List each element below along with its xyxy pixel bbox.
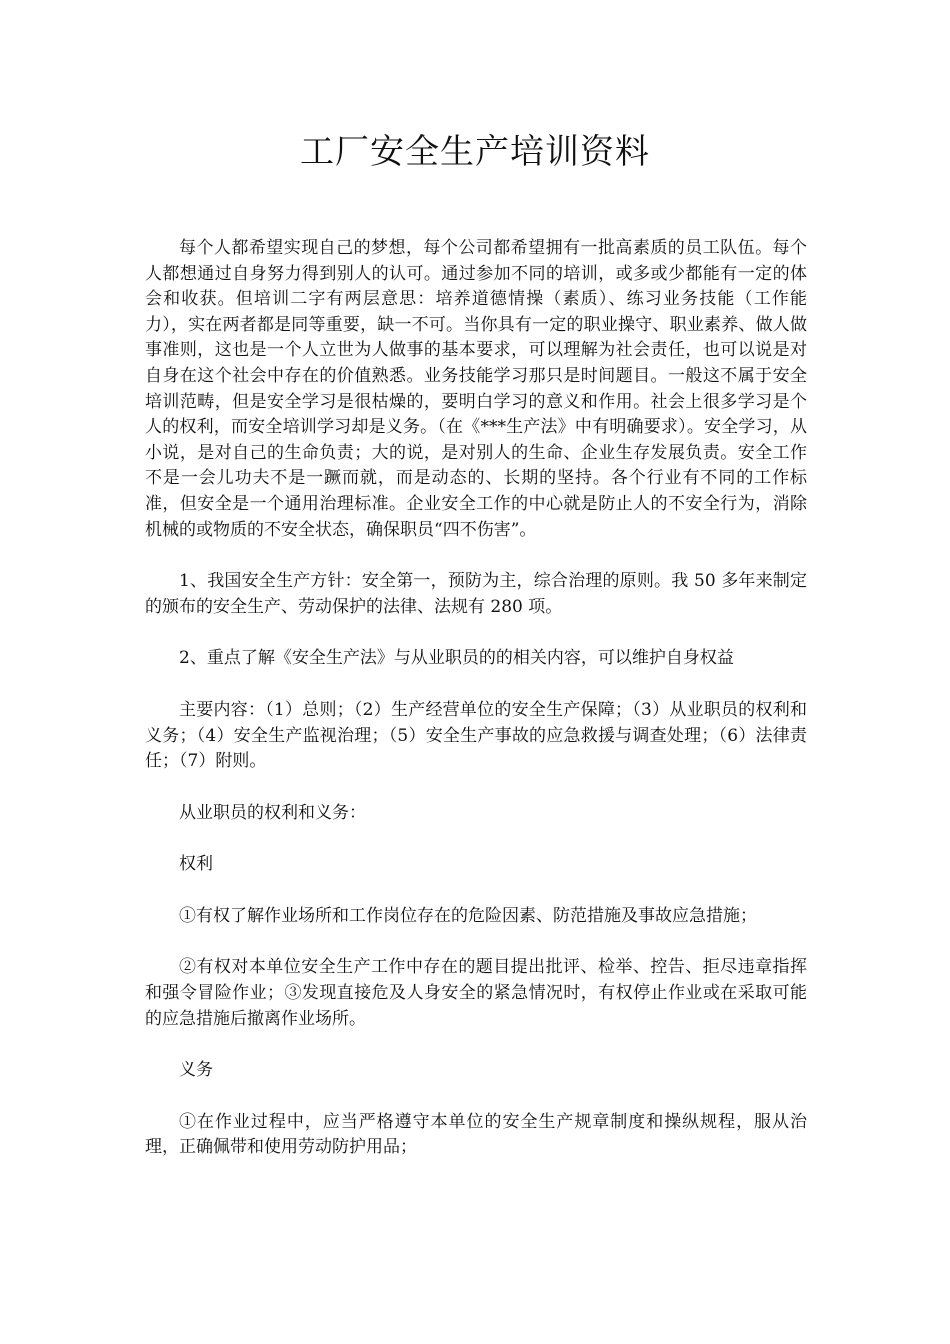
main-contents-paragraph: 主要内容：（1）总则；（2）生产经营单位的安全生产保障；（3）从业职员的权利和义务；（4）安全生产监视治理；（5）安全生产事故的应急救援与调查处理；（6）法律责任；（7）附则。 <box>145 699 807 772</box>
rights-item-2: ②有权对本单位安全生产工作中存在的题目提出批评、检举、控告、拒尽违章指挥和强令冒险作业；③发现直接危及人身安全的紧急情况时，有权停止作业或在采取可能的应急措施后撤离作业场所。 <box>145 957 807 1029</box>
document-body <box>145 236 807 1187</box>
duties-item-1: ①在作业过程中，应当严格遵守本单位的安全生产规章制度和操纵规程，服从治理，正确佩带和使用劳动防护用品； <box>145 1111 807 1158</box>
safety-law-paragraph: 2、重点了解《安全生产法》与从业职员的的相关内容，可以维护自身权益 <box>179 648 734 669</box>
rights-heading: 权利 <box>179 854 213 875</box>
rights-item-1: ①有权了解作业场所和工作岗位存在的危险因素、防范措施及事故应急措施； <box>179 905 757 926</box>
duties-heading: 义务 <box>179 1060 213 1081</box>
rights-duties-heading: 从业职员的权利和义务： <box>179 802 366 823</box>
safety-policy-paragraph: 1、我国安全生产方针：安全第一，预防为主，综合治理的原则。我 50 多年来制定的颁布的安全生产、劳动保护的法律、法规有 280 项。 <box>145 571 807 617</box>
page-title: 工厂安全生产培训资料 <box>300 132 650 172</box>
intro-paragraph: 每个人都希望实现自己的梦想，每个公司都希望拥有一批高素质的员工队伍。每个人都想通过自身努力得到别人的认可。通过参加不同的培训，或多或少都能有一定的体会和收获。但培训二字有两层意思：培养道德情操（素质）、练习业务技能（工作能力），实在两者都是同等重要，缺一不可。当你具有一定的职业操守、职业素养、做人做事准则，这也是一个人立世为人做事的基本要求，可以理解为社会责任，也可以说是对自身在这个社会中存在的价值熟悉。业务技能学习那只是时间题目。一般这不属于安全培训范畴，但是安全学习是很枯燥的，要明白学习的意义和作用。社会上很多学习是个人的权利，而安全培训学习却是义务。（在《***生产法》中有明确要求）。安全学习，从小说，是对自己的生命负责；大的说，是对别人的生命、企业生存发展负责。安全工作不是一会儿功夫不是一蹶而就，而是动态的、长期的坚持。各个行业有不同的工作标准，但安全是一个通用治理标准。企业安全工作的中心就是防止人的不安全行为，消除机械的或物质的不安全状态，确保职员“四不伤害”。 <box>145 238 807 540</box>
